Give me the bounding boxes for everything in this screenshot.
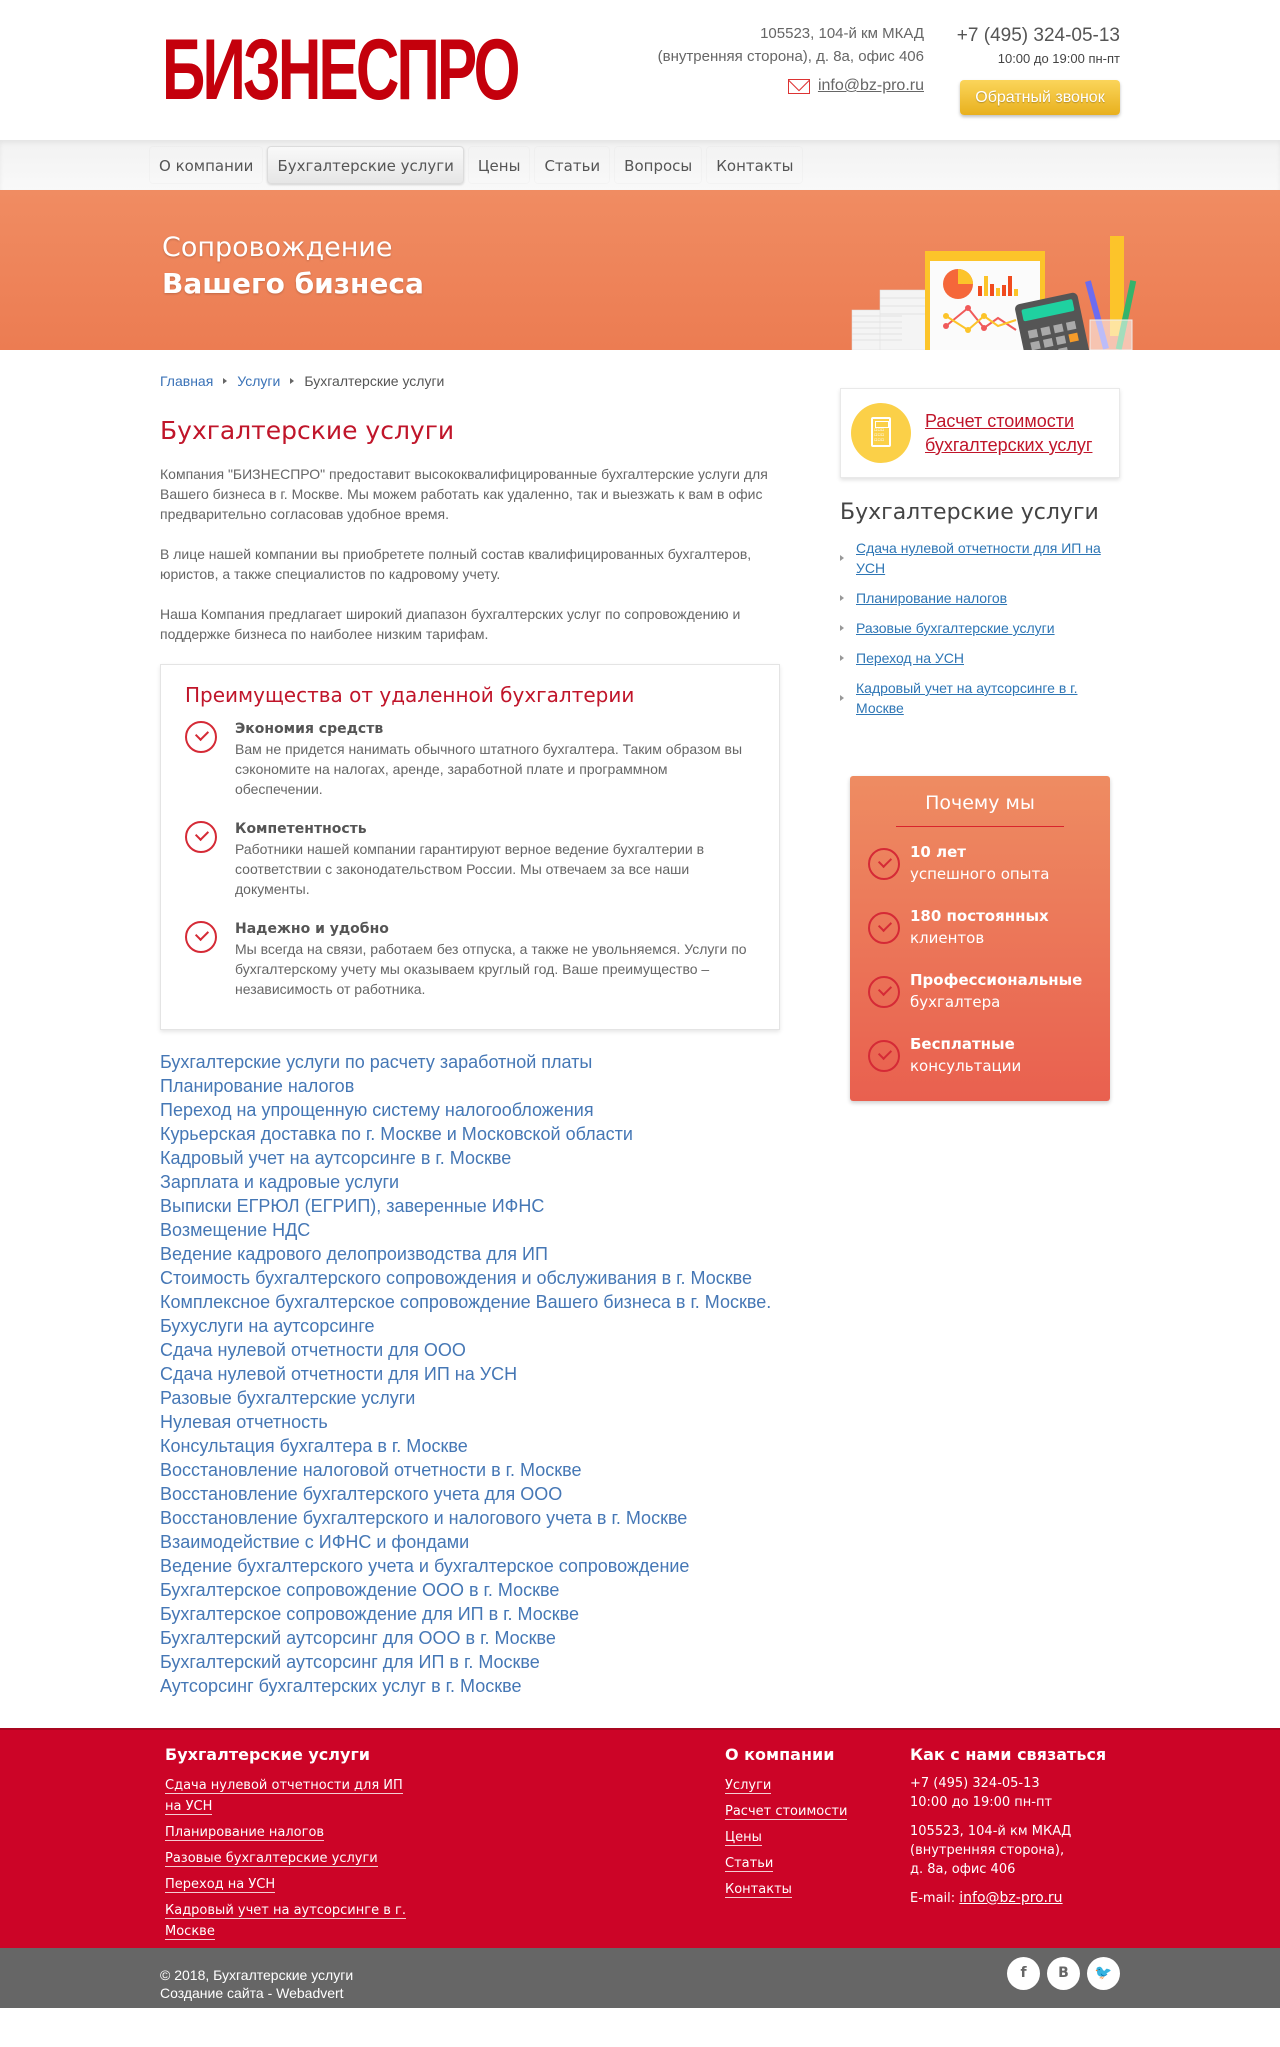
sidebar-service-link[interactable]: Планирование налогов	[856, 590, 1008, 606]
service-link[interactable]: Взаимодействие с ИФНС и фондами	[160, 1532, 470, 1552]
service-link[interactable]: Восстановление бухгалтерского и налогового учета в г. Москве	[160, 1508, 688, 1528]
service-link[interactable]: Бухгалтерское сопровождение для ИП в г. Москве	[160, 1604, 579, 1624]
sidebar-service-link[interactable]: Сдача нулевой отчетности для ИП на УСН	[856, 540, 1101, 576]
header-phone: +7 (495) 324-05-13	[956, 25, 1120, 46]
calculator-icon	[851, 403, 911, 463]
footer-service-link[interactable]: Кадровый учет на аутсорсинге в г. Москве	[165, 1903, 406, 1939]
vkontakte-icon[interactable]: B	[1047, 1957, 1080, 1990]
nav-item-about[interactable]: О компании	[159, 157, 254, 175]
advantage-item	[185, 719, 755, 799]
service-link[interactable]: Бухгалтерский аутсорсинг для ИП в г. Москве	[160, 1652, 540, 1672]
service-link[interactable]: Кадровый учет на аутсорсинге в г. Москве	[160, 1148, 512, 1168]
footer-address-line: (внутренняя сторона),	[910, 1843, 1065, 1858]
service-link[interactable]: Выписки ЕГРЮЛ (ЕГРИП), заверенные ИФНС	[160, 1196, 545, 1216]
intro-paragraph-1: Компания "БИЗНЕСПРО" предоставит высококвалифицированные бухгалтерские услуги для Вашего бизнеса в г. Москве. Мы можем работать как удаленно, так и выезжать к вам в офис предварительно согласовав удобное время.	[160, 466, 768, 522]
nav-item-articles[interactable]: Статьи	[544, 157, 601, 175]
service-link[interactable]: Восстановление налоговой отчетности в г. Москве	[160, 1460, 582, 1480]
logo[interactable]	[162, 22, 670, 118]
why-us-item-text: успешного опыта	[910, 865, 1050, 883]
footer-contacts-column	[910, 1744, 1120, 1932]
nav-item-contacts[interactable]: Контакты	[716, 157, 794, 175]
breadcrumb-separator-icon	[223, 378, 227, 384]
advantage-item	[185, 819, 755, 899]
service-link[interactable]: Возмещение НДС	[160, 1220, 311, 1240]
why-us-item-title: 180 постоянных	[910, 907, 1049, 925]
sidebar-service-link[interactable]: Разовые бухгалтерские услуги	[856, 620, 1055, 636]
why-us-item-title: Профессиональные	[910, 971, 1083, 989]
advantage-text: Мы всегда на связи, работаем без отпуска, а также не увольняемся. Услуги по бухгалтерскому учету мы оказываем круглый год. Ваше преимущество – независимость от работника.	[235, 941, 747, 997]
hero-banner	[0, 190, 1280, 350]
copyright-text: © 2018, Бухгалтерские услуги	[160, 1967, 354, 1983]
footer-services-column	[160, 1744, 725, 1939]
advantage-title: Компетентность	[235, 821, 367, 837]
service-link[interactable]: Разовые бухгалтерские услуги	[160, 1388, 416, 1408]
breadcrumb	[160, 368, 780, 394]
service-link[interactable]: Восстановление бухгалтерского учета для ООО	[160, 1484, 563, 1504]
intro-paragraph-3: Наша Компания предлагает широкий диапазон бухгалтерских услуг по сопровождению и поддержке бизнеса по наиболее низким тарифам.	[160, 606, 741, 642]
callback-button[interactable]: Обратный звонок	[960, 80, 1120, 115]
header-phone-block	[957, 22, 1120, 68]
cost-calculator-box[interactable]	[840, 388, 1120, 478]
footer-hours: 10:00 до 19:00 пн-пт	[910, 1795, 1053, 1810]
advantage-title: Экономия средств	[235, 721, 384, 737]
footer-link-cost[interactable]: Расчет стоимости	[725, 1804, 848, 1819]
header-email	[788, 77, 924, 95]
twitter-icon[interactable]: 🐦	[1087, 1957, 1120, 1990]
service-link[interactable]: Нулевая отчетность	[160, 1412, 328, 1432]
intro-paragraph-2: В лице нашей компании вы приобретете полный состав квалифицированных бухгалтеров, юристов, а также специалистов по кадровому учету.	[160, 546, 752, 582]
footer-services-title: Бухгалтерские услуги	[165, 1745, 371, 1764]
service-link[interactable]: Курьерская доставка по г. Москве и Московской области	[160, 1124, 633, 1144]
check-circle-icon	[868, 912, 900, 944]
footer-company-column	[725, 1744, 910, 1932]
check-circle-icon	[868, 976, 900, 1008]
advantages-box	[160, 664, 780, 1030]
header-hours: 10:00 до 19:00 пн-пт	[997, 51, 1120, 66]
advantages-title: Преимущества от удаленной бухгалтерии	[185, 683, 635, 707]
service-link[interactable]: Стоимость бухгалтерского сопровождения и обслуживания в г. Москве	[160, 1268, 752, 1288]
sidebar-services-title: Бухгалтерские услуги	[840, 500, 1099, 525]
why-us-item	[868, 969, 1092, 1013]
footer-link-contacts[interactable]: Контакты	[725, 1882, 792, 1897]
breadcrumb-current: Бухгалтерские услуги	[304, 373, 445, 389]
footer-address-line: д. 8а, офис 406	[910, 1862, 1016, 1877]
service-link[interactable]: Бухгалтерское сопровождение ООО в г. Москве	[160, 1580, 560, 1600]
advantage-item	[185, 919, 755, 999]
footer-service-link[interactable]: Переход на УСН	[165, 1877, 276, 1892]
main-nav	[0, 140, 1280, 190]
breadcrumb-separator-icon	[290, 378, 294, 384]
why-us-item-text: бухгалтера	[910, 993, 1001, 1011]
footer-service-link[interactable]: Разовые бухгалтерские услуги	[165, 1851, 378, 1866]
facebook-icon[interactable]: f	[1007, 1957, 1040, 1990]
service-link[interactable]: Аутсорсинг бухгалтерских услуг в г. Москве	[160, 1676, 522, 1696]
logo-text: БИЗНЕСПРО	[162, 22, 518, 118]
service-link[interactable]: Планирование налогов	[160, 1076, 355, 1096]
address-line-1: 105523, 104-й км МКАД	[760, 25, 924, 42]
footer-link-articles[interactable]: Статьи	[725, 1856, 774, 1871]
service-link[interactable]: Зарплата и кадровые услуги	[160, 1172, 400, 1192]
sidebar	[840, 368, 1120, 1698]
service-link[interactable]: Сдача нулевой отчетности для ИП на УСН	[160, 1364, 518, 1384]
footer-link-services[interactable]: Услуги	[725, 1778, 772, 1793]
service-link[interactable]: Сдача нулевой отчетности для ООО	[160, 1340, 466, 1360]
why-us-item	[868, 841, 1092, 885]
mail-icon	[788, 79, 810, 94]
footer-service-link[interactable]: Планирование налогов	[165, 1825, 325, 1840]
service-link[interactable]: Бухгалтерские услуги по расчету заработной платы	[160, 1052, 593, 1072]
header-address	[658, 22, 924, 68]
footer-company-title: О компании	[725, 1745, 835, 1764]
check-circle-icon	[868, 848, 900, 880]
why-us-title: Почему мы	[896, 788, 1064, 827]
why-us-item-title: Бесплатные	[910, 1035, 1015, 1053]
nav-item-accounting-services[interactable]: Бухгалтерские услуги	[267, 146, 463, 184]
footer-bottom-bar	[0, 1948, 1280, 2008]
nav-item-questions[interactable]: Вопросы	[624, 157, 693, 175]
service-link[interactable]: Переход на упрощенную систему налогообложения	[160, 1100, 594, 1120]
why-us-item	[868, 905, 1092, 949]
why-us-item	[868, 1033, 1092, 1077]
services-list	[160, 1050, 780, 1698]
banner-line-2: Вашего бизнеса	[162, 267, 424, 300]
advantage-text: Работники нашей компании гарантируют верное ведение бухгалтерии в соответствии с законодательством России. Мы отвечаем за все наши документы.	[235, 841, 705, 897]
footer-phone: +7 (495) 324-05-13	[910, 1776, 1040, 1791]
banner-text	[162, 230, 424, 302]
page-title: Бухгалтерские услуги	[160, 416, 455, 445]
nav-item-prices[interactable]: Цены	[477, 157, 521, 175]
footer-service-link[interactable]: Сдача нулевой отчетности для ИП на УСН	[165, 1778, 403, 1814]
service-link[interactable]: Комплексное бухгалтерское сопровождение Вашего бизнеса в г. Москве. Бухуслуги на аутсорсинге	[160, 1292, 772, 1336]
service-link[interactable]: Консультация бухгалтера в г. Москве	[160, 1436, 468, 1456]
service-link[interactable]: Ведение бухгалтерского учета и бухгалтерское сопровождение	[160, 1556, 690, 1576]
sidebar-services-list	[840, 538, 1120, 718]
advantage-text: Вам не придется нанимать обычного штатного бухгалтера. Таким образом вы сэкономите на налогах, аренде, заработной плате и программном обеспечении.	[235, 741, 743, 797]
breadcrumb-services[interactable]: Услуги	[237, 373, 281, 389]
site-header	[0, 0, 1280, 140]
address-line-2: (внутренняя сторона), д. 8а, офис 406	[657, 48, 924, 65]
why-us-item-title: 10 лет	[910, 843, 966, 861]
check-circle-icon	[185, 821, 217, 853]
check-circle-icon	[185, 921, 217, 953]
sidebar-service-link[interactable]: Кадровый учет на аутсорсинге в г. Москве	[856, 680, 1078, 716]
advantage-title: Надежно и удобно	[235, 921, 389, 937]
service-link[interactable]: Бухгалтерский аутсорсинг для ООО в г. Москве	[160, 1628, 556, 1648]
footer-address-line: 105523, 104-й км МКАД	[910, 1824, 1072, 1839]
check-circle-icon	[185, 721, 217, 753]
breadcrumb-home[interactable]: Главная	[160, 373, 214, 389]
cost-calculator-link[interactable]: Расчет стоимости бухгалтерских услуг	[925, 411, 1093, 455]
why-us-item-text: консультации	[910, 1057, 1022, 1075]
social-links	[1007, 1957, 1120, 1990]
why-us-box	[850, 776, 1110, 1101]
footer-link-prices[interactable]: Цены	[725, 1830, 762, 1845]
banner-line-1: Сопровождение	[162, 232, 393, 263]
footer-email-link[interactable]: info@bz-pro.ru	[959, 1890, 1063, 1906]
site-footer	[0, 1728, 1280, 1948]
header-email-link[interactable]: info@bz-pro.ru	[817, 77, 924, 94]
check-circle-icon	[868, 1040, 900, 1072]
why-us-item-text: клиентов	[910, 929, 985, 947]
site-credit: Создание сайта - Webadvert	[160, 1985, 344, 2001]
footer-email-label: E-mail:	[910, 1891, 960, 1906]
footer-contacts-title: Как с нами связаться	[910, 1745, 1107, 1764]
accounting-illustration-icon	[840, 210, 1140, 350]
sidebar-service-link[interactable]: Переход на УСН	[856, 650, 965, 666]
main-content	[160, 368, 780, 1698]
service-link[interactable]: Ведение кадрового делопроизводства для ИП	[160, 1244, 548, 1264]
